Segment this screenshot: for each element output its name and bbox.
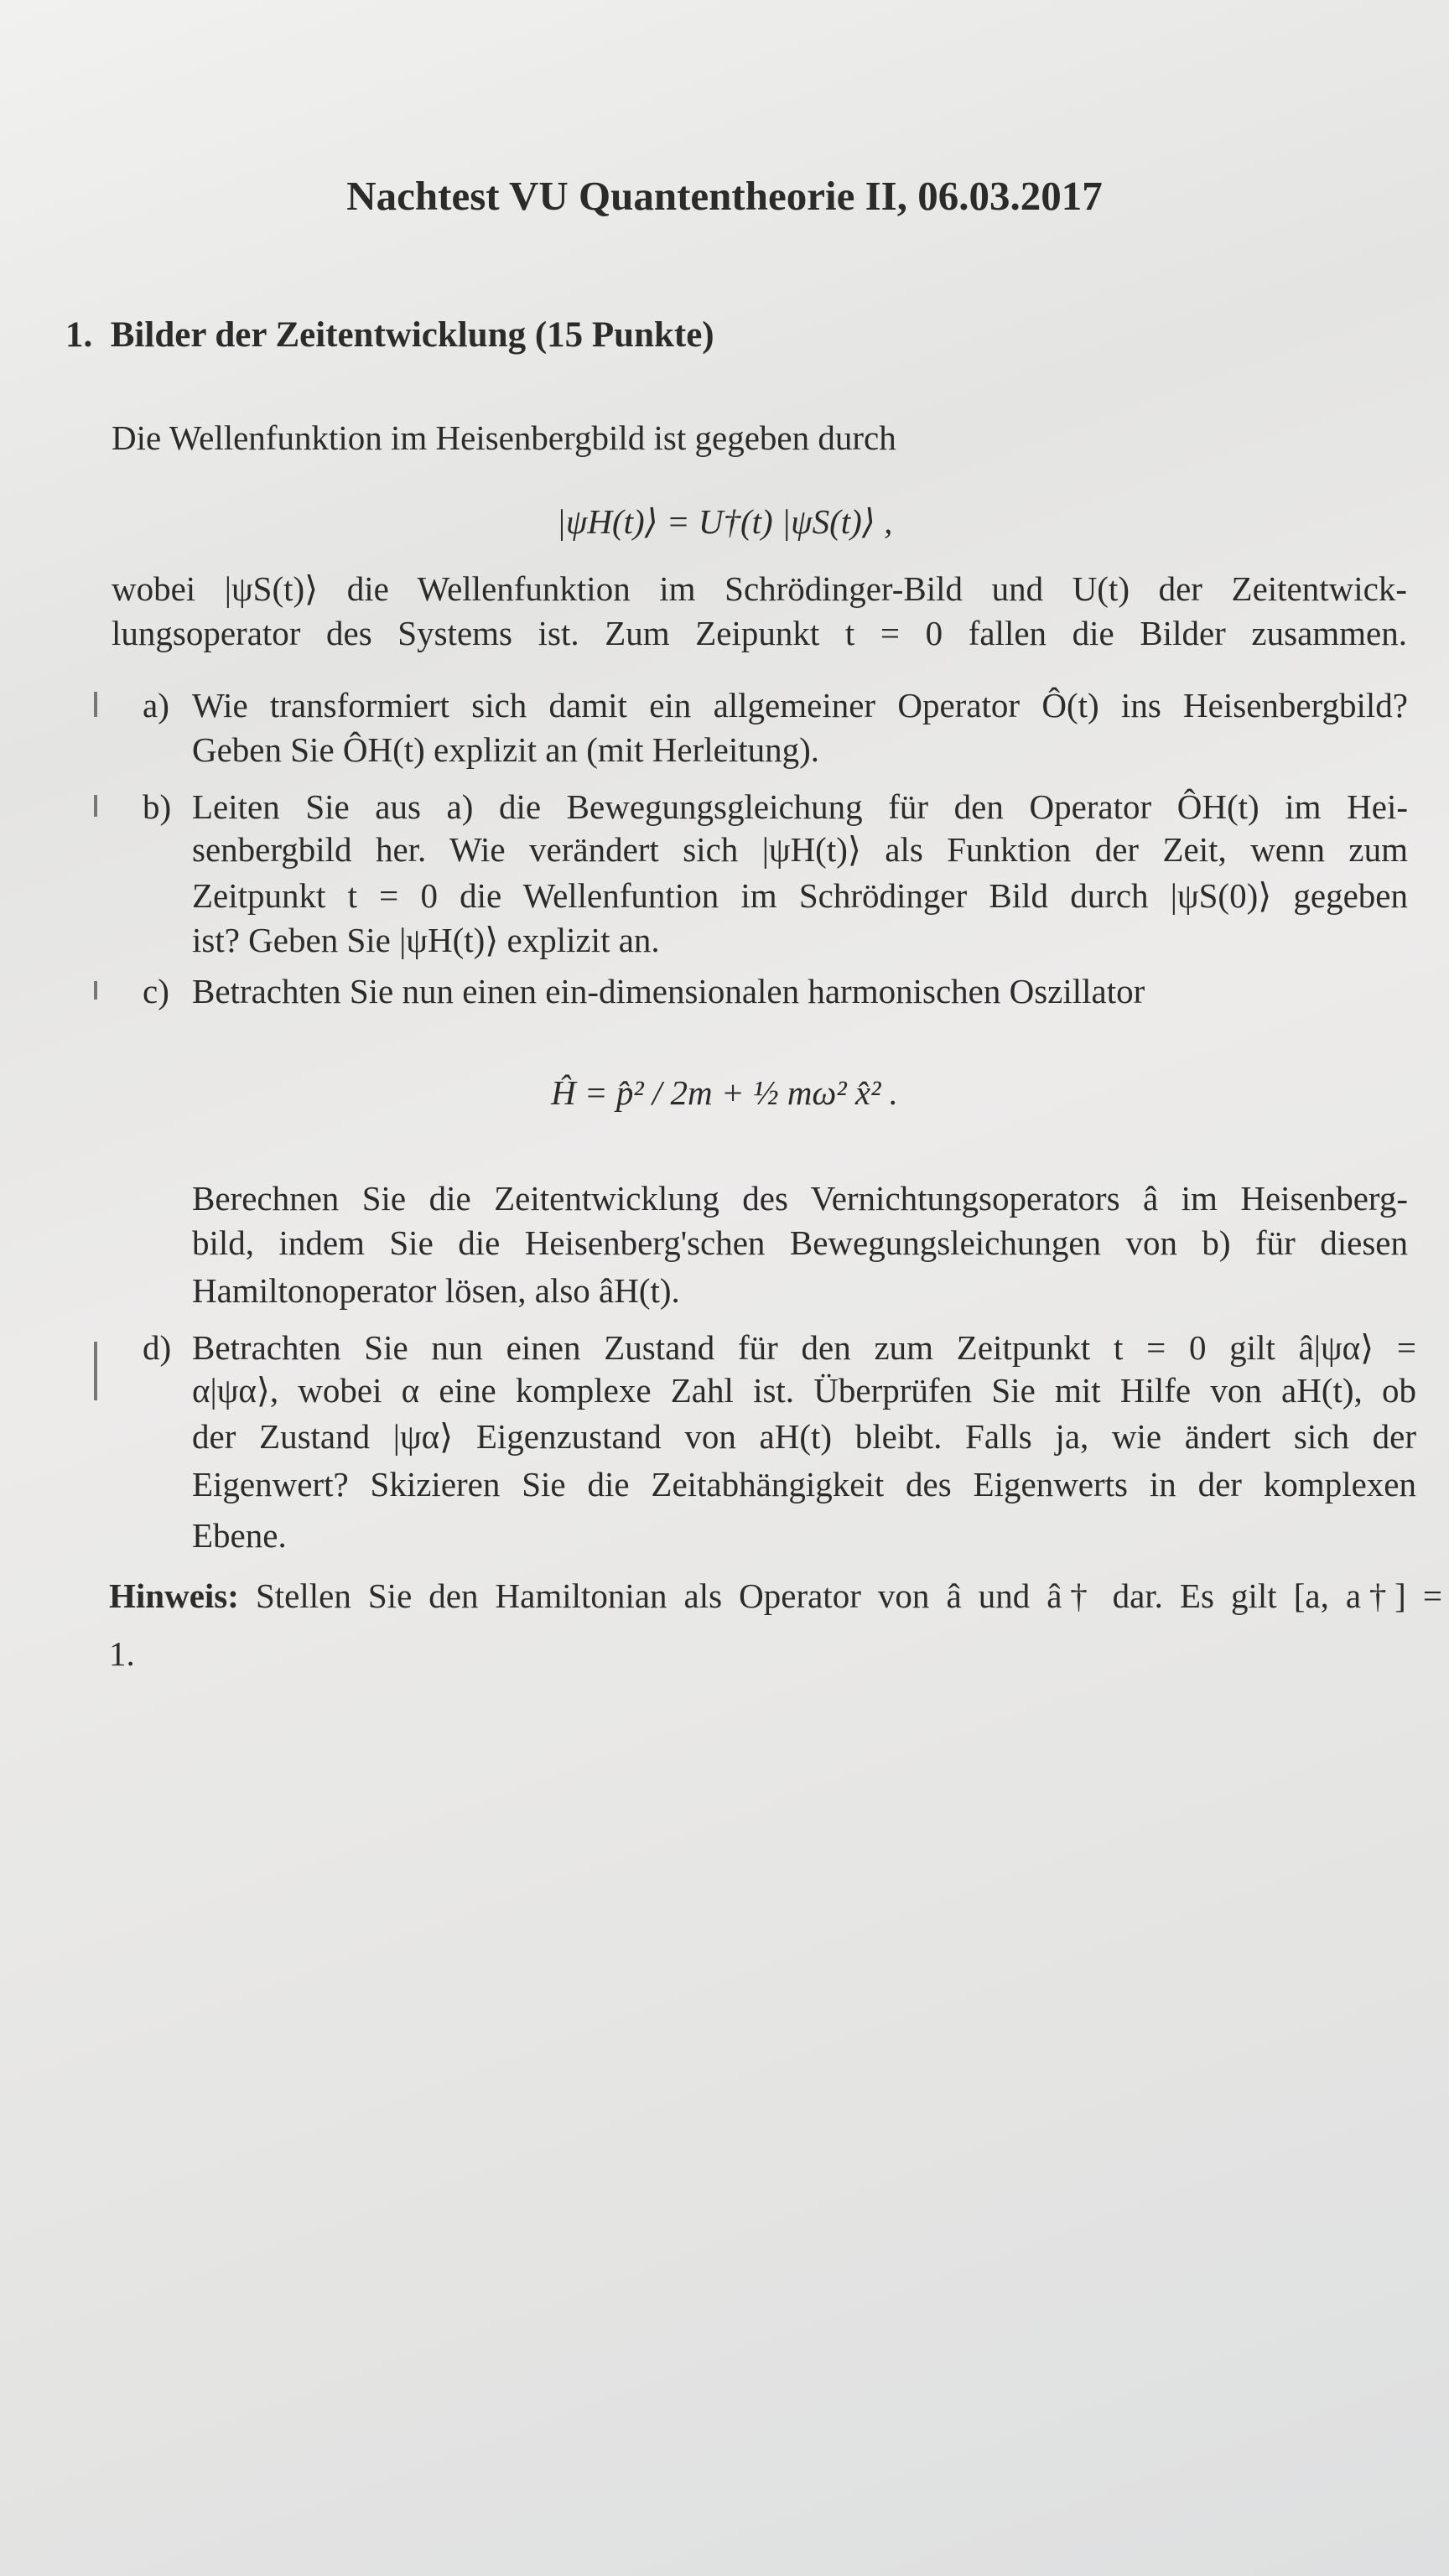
item-label-c: c)	[143, 972, 169, 1010]
item-a-line: Wie transformiert sich damit ein allgemeiner Operator Ô(t) ins Heisenbergbild?	[192, 686, 1408, 724]
item-b-line: Zeitpunkt t = 0 die Wellenfuntion im Schrödinger Bild durch |ψS(0)⟩ gegeben	[192, 876, 1408, 915]
item-d-line: Eigenwert? Skizieren Sie die Zeitabhängigkeit des Eigenwerts in der komplexen	[192, 1465, 1416, 1504]
pencil-mark	[94, 692, 97, 717]
page-title: Nachtest VU Quantentheorie II, 06.03.2017	[346, 173, 1103, 219]
item-d-line: α|ψα⟩, wobei α eine komplexe Zahl ist. Überprüfen Sie mit Hilfe von aH(t), ob	[192, 1371, 1416, 1410]
item-d-line: Betrachten Sie nun einen Zustand für den zum Zeitpunkt t = 0 gilt â|ψα⟩ =	[192, 1328, 1416, 1367]
section-heading	[65, 314, 714, 356]
pencil-mark	[94, 795, 97, 817]
item-c-line: Berechnen Sie die Zeitentwicklung des Vernichtungsoperators â im Heisenberg-	[192, 1179, 1408, 1218]
item-label-a: a)	[143, 686, 169, 724]
pencil-mark	[94, 981, 97, 1000]
hamiltonian-equation: Ĥ = p̂² / 2m + ½ mω² x̂² .	[551, 1073, 898, 1112]
pencil-mark	[94, 1342, 97, 1400]
hint-continuation: 1.	[109, 1634, 135, 1673]
item-d-line: Ebene.	[192, 1516, 287, 1555]
hint-label: Hinweis:	[109, 1576, 239, 1615]
item-b-line: Leiten Sie aus a) die Bewegungsgleichung für den Operator ÔH(t) im Hei-	[192, 787, 1408, 826]
hint-text: Stellen Sie den Hamiltonian als Operator von â und â† dar. Es gilt [a, a†] =	[238, 1576, 1442, 1615]
item-b-line: ist? Geben Sie |ψH(t)⟩ explizit an.	[192, 921, 660, 959]
section-number: 1.	[65, 315, 93, 355]
heisenberg-equation: |ψH(t)⟩ = U†(t) |ψS(t)⟩ ,	[556, 502, 893, 541]
item-c-line: Betrachten Sie nun einen ein-dimensionalen harmonischen Oszillator	[192, 972, 1145, 1010]
item-a-line: Geben Sie ÔH(t) explizit an (mit Herleitung).	[192, 730, 820, 769]
intro-line: wobei |ψS(t)⟩ die Wellenfunktion im Schrödinger-Bild und U(t) der Zeitentwick-	[112, 569, 1407, 608]
intro-line: Die Wellenfunktion im Heisenbergbild ist gegeben durch	[112, 418, 896, 457]
item-d-line: der Zustand |ψα⟩ Eigenzustand von aH(t) bleibt. Falls ja, wie ändert sich der	[192, 1417, 1416, 1456]
section-title: Bilder der Zeitentwicklung (15 Punkte)	[110, 315, 714, 355]
item-b-line: senbergbild her. Wie verändert sich |ψH(t)⟩ als Funktion der Zeit, wenn zum	[192, 830, 1408, 869]
item-c-line: bild, indem Sie die Heisenberg'schen Bewegungsleichungen von b) für diesen	[192, 1223, 1408, 1262]
intro-line: lungsoperator des Systems ist. Zum Zeipunkt t = 0 fallen die Bilder zusammen.	[112, 614, 1407, 652]
item-label-b: b)	[143, 787, 172, 826]
item-c-line: Hamiltonoperator lösen, also âH(t).	[192, 1271, 680, 1310]
item-label-d: d)	[143, 1328, 172, 1367]
hint-line	[109, 1576, 1442, 1616]
